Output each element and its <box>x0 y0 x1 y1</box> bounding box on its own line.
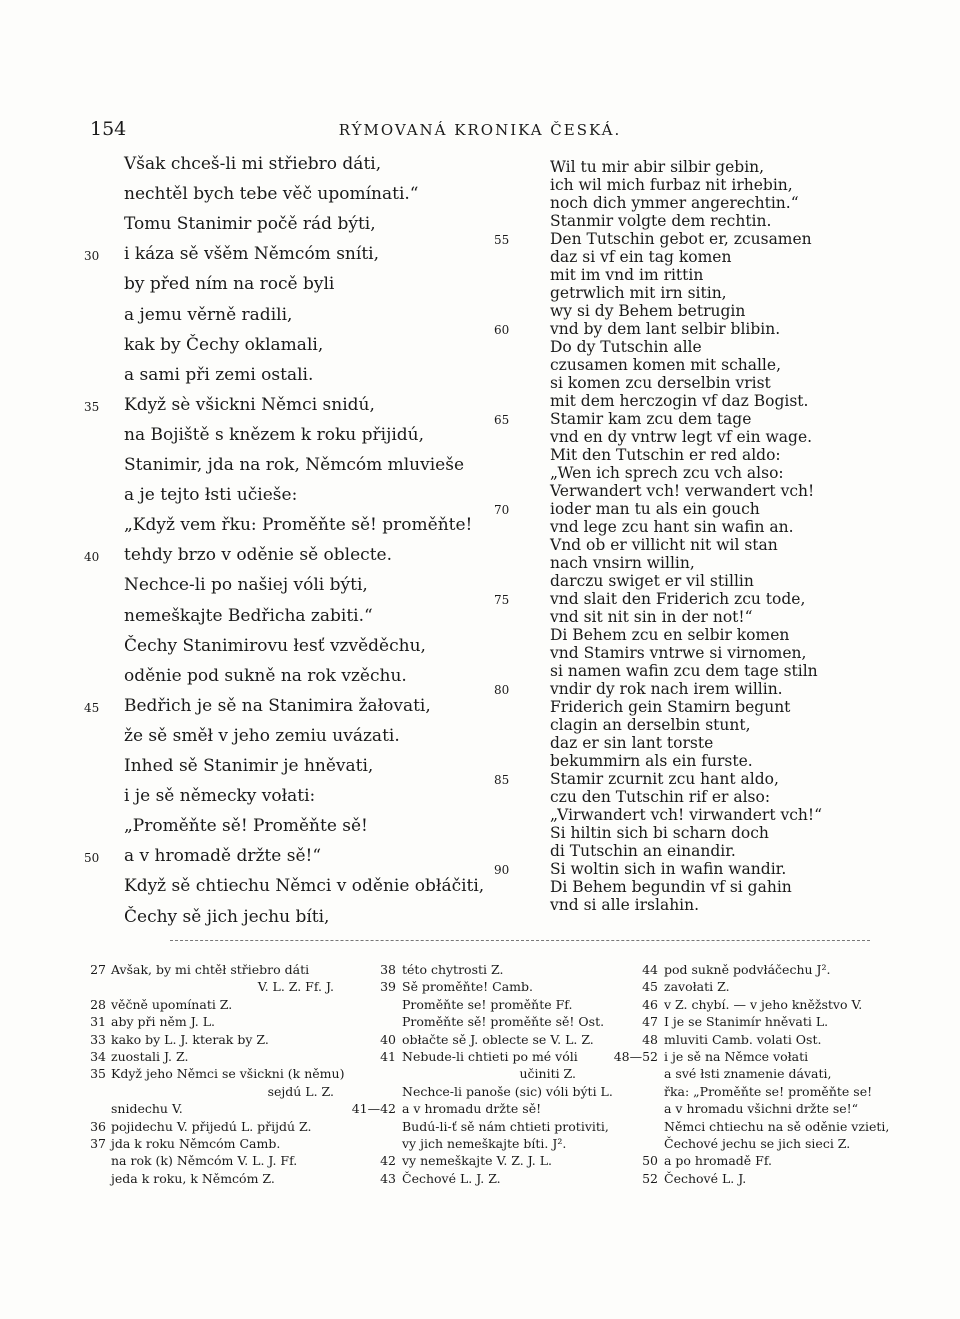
footnote-text: Když jeho Němci se všickni (k němu) <box>111 1066 345 1082</box>
footnote-text: Čechové jechu se jich sieci Z. <box>664 1136 851 1151</box>
german-verse-line: „Virwandert vch! virwandert vch!“ <box>550 806 823 824</box>
german-verse-line: si namen wafin zcu dem tage stiln <box>550 662 818 680</box>
german-verse-line: czu den Tutschin rif er also: <box>550 788 771 806</box>
german-verse-line: mit im vnd im rittin <box>550 266 704 284</box>
german-verse-line: vnd si alle irslahin. <box>550 896 700 914</box>
footnote-text: V. L. Z. Ff. J. <box>257 979 334 995</box>
czech-verse-line: i je sě německy vołati: <box>124 786 316 807</box>
german-verse-line: Stamir zcurnit zcu hant aldo, <box>550 770 779 788</box>
german-verse-line: Wil tu mir abir silbir gebin, <box>550 158 765 176</box>
german-verse-line: ioder man tu als ein gouch <box>550 500 760 518</box>
footnote-number: 36 <box>90 1118 106 1134</box>
footnote-text: pod sukně podvłáčechu J². <box>664 962 831 977</box>
footnote-number: 35 <box>90 1066 106 1082</box>
czech-verse-line: a je tejto łsti učieše: <box>124 485 298 506</box>
footnote-text: i je sě na Němce vołati <box>664 1049 809 1064</box>
footnote-text: aby při něm J. L. <box>111 1014 215 1030</box>
czech-verse-line: že sě směł v jeho zemiu uvázati. <box>124 725 400 746</box>
german-verse-line: Di Behem begundin vf si gahin <box>550 878 792 896</box>
footnote-text: jeda k roku, k Němcóm Z. <box>111 1170 275 1186</box>
german-verse-line: getrwlich mit irn sitin, <box>550 284 727 302</box>
footnote-text: Čechové L. J. <box>664 1170 747 1186</box>
footnote-number: 27 <box>90 962 106 977</box>
footnote-text: Proměňte se! proměňte Ff. <box>402 996 573 1012</box>
german-verse-line: Di Behem zcu en selbir komen <box>550 626 790 644</box>
german-line-number: 70 <box>494 503 510 517</box>
german-verse-line: di Tutschin an einandir. <box>550 842 736 860</box>
footnote-number: 38 <box>380 962 396 977</box>
footnote-text: vy nemeškajte V. Z. J. L. <box>402 1153 552 1169</box>
german-verse-line: vndir dy rok nach irem willin. <box>550 680 783 698</box>
czech-verse-line: oděnie pod sukně na rok vzěchu. <box>124 665 407 686</box>
czech-verse-line: na Bojiště s knězem k roku přijidú, <box>124 424 425 445</box>
czech-verse-line: Když sè všickni Němci snidú, <box>124 394 375 415</box>
footnote-text: Čechové L. J. Z. <box>402 1170 501 1186</box>
footnote-text: a po hromadě Ff. <box>664 1153 772 1169</box>
german-verse-line: Mit den Tutschin er red aldo: <box>550 446 781 464</box>
footnote-number: 41 <box>380 1049 396 1064</box>
footnote-text: mluviti Camb. volati Ost. <box>664 1031 822 1047</box>
footnote-number: 48—52 <box>613 1049 658 1064</box>
footnote-text: této chytrosti Z. <box>402 962 504 977</box>
czech-line-number: 40 <box>84 550 100 565</box>
footnote-text: obłačte sě J. oblecte se V. L. Z. <box>402 1031 594 1047</box>
footnote-number: 52 <box>642 1170 658 1186</box>
page-number: 154 <box>90 118 127 140</box>
footnote-text: věčně upomínati Z. <box>111 996 233 1012</box>
german-verse-line: wy si dy Behem betrugin <box>550 302 746 320</box>
czech-line-number: 30 <box>84 249 100 264</box>
german-verse-line: mit dem herczogin vf daz Bogist. <box>550 392 809 410</box>
german-verse-line: vnd slait den Friderich zcu tode, <box>550 590 806 608</box>
czech-verse-line: kak by Čechy oklamali, <box>124 334 324 355</box>
german-line-number: 75 <box>494 593 510 607</box>
footnote-text: a své łsti znamenie dávati, <box>664 1066 832 1082</box>
footnote-number: 41—42 <box>351 1101 396 1117</box>
german-verse-line: „Wen ich sprech zcu vch also: <box>550 464 784 482</box>
german-line-number: 60 <box>494 323 510 337</box>
czech-verse-line: Čechy Stanimirovu łesť vzvěděchu, <box>124 635 426 656</box>
footnote-number: 48 <box>642 1031 658 1047</box>
footnote-text: zavołati Z. <box>664 979 730 995</box>
german-verse-line: vnd Stamirs vntrwe si virnomen, <box>550 644 807 662</box>
czech-line-number: 45 <box>84 700 100 715</box>
german-verse-line: noch dich ymmer angerechtin.“ <box>550 194 799 212</box>
footnote-text: v Z. chybí. — v jeho kněžstvo V. <box>664 996 863 1012</box>
czech-verse-line: Však chceš-li mi střiebro dáti, <box>124 154 382 174</box>
czech-verse-line: i káza sě všěm Němcóm sníti, <box>124 244 379 265</box>
footnote-text: zuostali J. Z. <box>111 1049 189 1064</box>
footnote-number: 31 <box>90 1014 106 1030</box>
czech-line-number: 50 <box>84 851 100 866</box>
czech-verse-line: „Když vem řku: Proměňte sě! proměňte! <box>124 515 473 536</box>
footnote-text: snidechu V. <box>111 1101 183 1117</box>
footnote-number: 37 <box>90 1136 106 1151</box>
german-verse-line: darczu swiget er vil stillin <box>550 572 754 590</box>
footnote-text: Proměňte sě! proměňte sě! Ost. <box>402 1014 605 1030</box>
footnote-number: 46 <box>642 996 658 1012</box>
czech-verse-line: Když sě chtiechu Němci v oděnie obłáčiti, <box>124 876 485 897</box>
czech-verse-line: a v hromadě držte sě!“ <box>124 846 322 867</box>
czech-verse-line: Inhed sě Stanimir je hněvati, <box>124 756 374 776</box>
footnote-number: 40 <box>380 1031 396 1047</box>
footnote-text: řka: „Proměňte se! proměňte se! <box>664 1083 873 1099</box>
footnote-number: 43 <box>380 1170 396 1186</box>
german-line-number: 85 <box>494 773 510 787</box>
german-verse-line: Friderich gein Stamirn begunt <box>550 698 791 716</box>
footnote-text: učiniti Z. <box>519 1066 576 1082</box>
footnote-text: a v hromadu držte sě! <box>402 1101 542 1117</box>
german-verse-line: daz er sin lant torste <box>550 734 714 752</box>
german-verse-line: vnd en dy vntrw legt vf ein wage. <box>550 428 813 446</box>
german-verse-line: vnd sit nit sin in der not!“ <box>550 608 753 626</box>
german-verse-line: Den Tutschin gebot er, zcusamen <box>550 230 812 248</box>
footnote-text: Budú-li-ť sě nám chtieti protiviti, <box>402 1118 609 1134</box>
footnote-text: na rok (k) Němcóm V. L. J. Ff. <box>111 1153 298 1169</box>
german-verse-line: nach vnsirn willin, <box>550 554 695 572</box>
czech-verse-line: Nechce-li po našiej vóli býti, <box>124 575 368 596</box>
footnote-number: 45 <box>642 979 658 995</box>
czech-verse-line: Tomu Stanimir počě rád býti, <box>124 214 376 235</box>
footnote-text: kako by L. J. kterak by Z. <box>111 1031 269 1047</box>
footnote-text: pojidechu V. přijedú L. přijdú Z. <box>111 1118 312 1134</box>
footnote-text: Nebude-li chtieti po mé vóli <box>402 1049 578 1064</box>
footnote-text: sejdú L. Z. <box>267 1083 334 1099</box>
czech-verse-line: „Proměňte sě! Proměňte sě! <box>124 816 368 837</box>
footnote-number: 44 <box>642 962 658 977</box>
footnote-text: Nechce-li panoše (sic) vóli býti L. <box>402 1083 613 1099</box>
german-verse-line: clagin an derselbin stunt, <box>550 716 751 734</box>
czech-verse-line: Čechy sě jich jechu bíti, <box>124 906 330 927</box>
footnote-number: 50 <box>642 1153 658 1169</box>
german-line-number: 90 <box>494 863 510 877</box>
footnote-text: Sě proměňte! Camb. <box>402 979 533 995</box>
german-verse-line: Stanmir volgte dem rechtin. <box>550 212 772 230</box>
german-line-number: 80 <box>494 683 510 697</box>
czech-verse-line: a sami při zemi ostali. <box>124 364 314 385</box>
czech-verse-line: tehdy brzo v oděnie sě oblecte. <box>124 545 392 566</box>
footnote-number: 39 <box>380 979 396 995</box>
german-verse-line: czusamen komen mit schalle, <box>550 356 781 374</box>
czech-verse-line: a jemu věrně radili, <box>124 304 293 325</box>
german-verse-line: ich wil mich furbaz nit irhebin, <box>550 176 793 194</box>
german-line-number: 55 <box>494 233 510 247</box>
czech-verse-line: by před ním na rocě byli <box>124 274 335 295</box>
german-verse-line: daz si vf ein tag komen <box>550 248 732 266</box>
german-verse-line: Si woltin sich in wafin wandir. <box>550 860 787 878</box>
german-verse-line: Si hiltin sich bi scharn doch <box>550 824 769 842</box>
czech-verse-line: Stanimir, jda na rok, Němcóm mluvieše <box>124 455 464 475</box>
german-verse-line: Stamir kam zcu dem tage <box>550 410 752 428</box>
footnote-text: I je se Stanimír hněvati L. <box>664 1014 829 1030</box>
czech-verse-line: nechtěl bych tebe věč upomínati.“ <box>124 184 419 205</box>
footnote-divider <box>170 940 870 941</box>
footnote-number: 47 <box>642 1014 658 1030</box>
footnote-text: vy jich nemeškajte bíti. J². <box>402 1136 567 1151</box>
czech-verse-line: Bedřich je sě na Stanimira žałovati, <box>124 695 431 716</box>
german-line-number: 65 <box>494 413 510 427</box>
german-verse-line: Do dy Tutschin alle <box>550 338 702 356</box>
footnote-text: Němci chtiechu na sě oděnie vzieti, <box>664 1118 890 1134</box>
czech-line-number: 35 <box>84 399 100 414</box>
footnote-number: 42 <box>380 1153 396 1169</box>
footnote-number: 28 <box>90 996 106 1012</box>
german-verse-line: Verwandert vch! verwandert vch! <box>550 482 815 500</box>
czech-verse-line: nemeškajte Bedřicha zabiti.“ <box>124 605 373 626</box>
german-verse-line: Vnd ob er villicht nit wil stan <box>550 536 778 554</box>
german-verse-line: vnd by dem lant selbir blibin. <box>550 320 781 338</box>
footnote-text: jda k roku Němcóm Camb. <box>111 1136 281 1151</box>
footnote-number: 33 <box>90 1031 106 1047</box>
footnote-text: Avšak, by mi chtěł střiebro dáti <box>111 962 310 977</box>
german-verse-line: vnd lege zcu hant sin wafin an. <box>550 518 794 536</box>
footnote-text: a v hromadu všichni držte se!“ <box>664 1101 859 1117</box>
german-verse-line: si komen zcu derselbin vrist <box>550 374 771 392</box>
running-title: RÝMOVANÁ KRONIKA ČESKÁ. <box>338 121 622 139</box>
german-verse-line: bekummirn als ein furste. <box>550 752 753 770</box>
footnote-number: 34 <box>90 1049 106 1064</box>
